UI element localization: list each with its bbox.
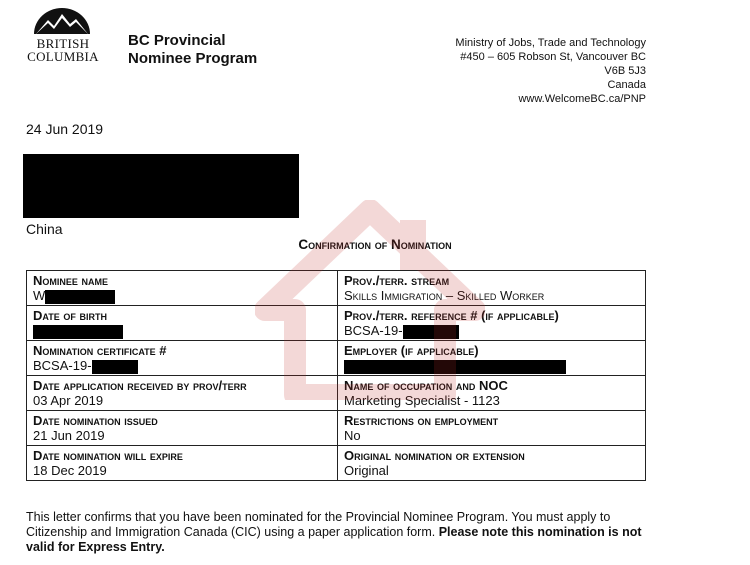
nomination-type-value: Original [344, 463, 389, 478]
reference-value: BCSA-19- [344, 323, 403, 338]
certificate-value: BCSA-19- [33, 358, 92, 373]
certificate-label: Nomination certificate # [33, 343, 167, 358]
nominee-name-value-wrap [33, 288, 331, 304]
logo-line-1: BRITISH [36, 36, 90, 51]
logo-line-2: COLUMBIA [27, 49, 99, 64]
nomination-details-table [26, 270, 646, 481]
table-cell [338, 411, 646, 446]
ministry-address [420, 36, 646, 106]
occupation-label: Name of occupation and NOC [344, 378, 508, 393]
redaction-bar [344, 360, 566, 374]
table-row [27, 271, 646, 306]
redaction-bar [45, 290, 115, 304]
table-cell [338, 376, 646, 411]
confirmation-text: This letter confirms that you have been nominated for the Provincial Nominee Program. You must apply to Citizenship and Immigration Canada (CIC) using a paper application form. [26, 510, 611, 539]
address-country: Canada [607, 79, 646, 91]
reference-value-wrap [344, 323, 639, 339]
employer-label: Employer (if applicable) [344, 343, 479, 358]
dob-label: Date of birth [33, 308, 107, 323]
table-cell [338, 271, 646, 306]
postal-code: V6B 5J3 [604, 65, 646, 77]
expiry-date-value: 18 Dec 2019 [33, 463, 107, 478]
table-row [27, 446, 646, 481]
redacted-recipient-block [23, 154, 299, 218]
restrictions-label: Restrictions on employment [344, 413, 499, 428]
document-title-text: Confirmation of Nomination [298, 237, 452, 252]
table-cell [27, 306, 338, 341]
redaction-bar [33, 325, 123, 339]
certificate-value-wrap [33, 358, 331, 374]
street-address: #450 – 605 Robson St, Vancouver BC [460, 51, 646, 63]
table-cell [27, 341, 338, 376]
program-line-1: BC Provincial [128, 32, 226, 49]
employer-value-wrap [344, 358, 639, 374]
letter-date: 24 Jun 2019 [26, 121, 104, 137]
express-entry-notice: Please note this nomination is not valid for Express Entry. [26, 525, 642, 554]
program-line-2: Nominee Program [128, 50, 258, 67]
received-date-value: 03 Apr 2019 [33, 393, 104, 408]
nomination-type-label: Original nomination or extension [344, 448, 525, 463]
nominee-name-label: Nominee name [33, 273, 109, 288]
reference-label: Prov./terr. reference # (if applicable) [344, 308, 559, 323]
recipient-country: China [26, 221, 63, 237]
nominee-name-value: W [33, 288, 46, 303]
redaction-bar [403, 325, 459, 339]
program-name [128, 32, 257, 68]
restrictions-value: No [344, 428, 361, 443]
table-row [27, 306, 646, 341]
confirmation-paragraph [26, 510, 666, 555]
table-cell [338, 306, 646, 341]
table-row [27, 411, 646, 446]
table-row [27, 376, 646, 411]
issued-date-value: 21 Jun 2019 [33, 428, 105, 443]
mountain-sun-icon [32, 6, 92, 36]
dob-value-wrap [33, 323, 331, 339]
stream-label: Prov./terr. stream [344, 273, 450, 288]
document-title [0, 237, 750, 252]
ministry-name: Ministry of Jobs, Trade and Technology [455, 37, 646, 49]
bc-logo [22, 6, 104, 68]
redaction-bar [92, 360, 138, 374]
table-cell [27, 376, 338, 411]
stream-value: Skills Immigration – Skilled Worker [344, 288, 545, 303]
received-date-label: Date application received by prov/terr [33, 378, 247, 393]
expiry-date-label: Date nomination will expire [33, 448, 183, 463]
table-row [27, 341, 646, 376]
table-cell [27, 446, 338, 481]
website: www.WelcomeBC.ca/PNP [518, 93, 646, 105]
table-cell [338, 341, 646, 376]
table-cell [27, 271, 338, 306]
occupation-value: Marketing Specialist - 1123 [344, 393, 500, 408]
table-cell [338, 446, 646, 481]
table-cell [27, 411, 338, 446]
issued-date-label: Date nomination issued [33, 413, 158, 428]
